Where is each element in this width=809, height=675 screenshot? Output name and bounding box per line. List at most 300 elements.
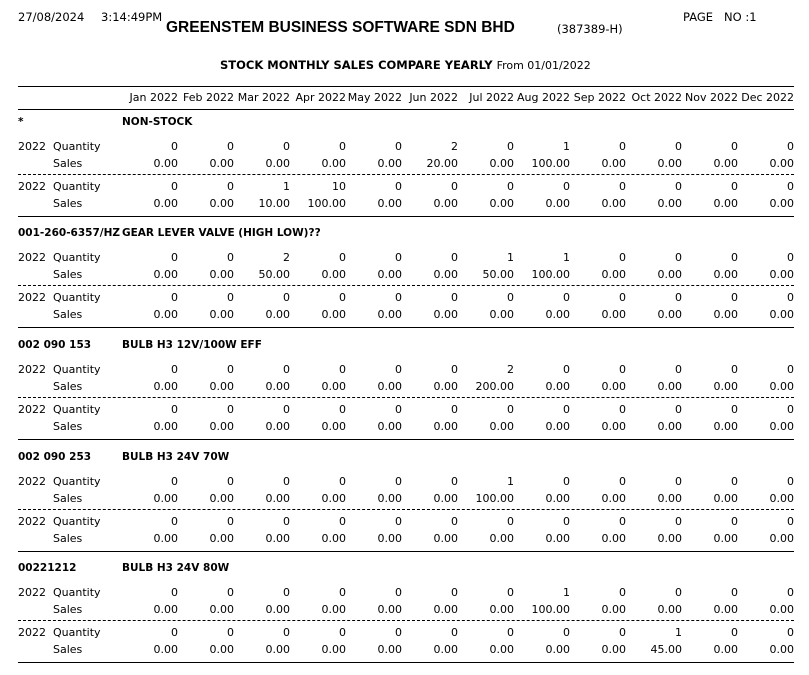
sales-label: Sales: [53, 197, 83, 210]
quantity-cell: 0: [451, 403, 458, 416]
row-year: 2022: [18, 363, 46, 376]
quantity-cell: 0: [507, 291, 514, 304]
quantity-label: Quantity: [53, 626, 101, 639]
sales-cell: 100.00: [531, 603, 570, 616]
sales-cell: 0.00: [713, 197, 738, 210]
quantity-cell: 0: [451, 180, 458, 193]
sales-cell: 0.00: [321, 380, 346, 393]
quantity-cell: 1: [563, 586, 570, 599]
sales-cell: 0.00: [377, 532, 402, 545]
sales-cell: 0.00: [153, 268, 178, 281]
quantity-cell: 0: [507, 626, 514, 639]
item-description: BULB H3 24V 70W: [122, 451, 230, 463]
sales-cell: 0.00: [321, 643, 346, 656]
quantity-cell: 0: [787, 586, 794, 599]
quantity-cell: 0: [283, 403, 290, 416]
quantity-cell: 0: [339, 515, 346, 528]
quantity-cell: 0: [171, 403, 178, 416]
sales-cell: 0.00: [601, 420, 626, 433]
quantity-cell: 0: [507, 403, 514, 416]
row-separator: [18, 509, 794, 510]
quantity-cell: 1: [507, 251, 514, 264]
quantity-cell: 0: [675, 475, 682, 488]
item-code: 002 090 153: [18, 339, 92, 351]
sales-cell: 0.00: [153, 492, 178, 505]
sales-cell: 0.00: [377, 420, 402, 433]
quantity-cell: 0: [731, 140, 738, 153]
sales-cell: 0.00: [545, 532, 570, 545]
sales-cell: 0.00: [489, 420, 514, 433]
quantity-cell: 0: [787, 251, 794, 264]
quantity-cell: 0: [563, 515, 570, 528]
quantity-cell: 0: [227, 291, 234, 304]
quantity-cell: 0: [787, 140, 794, 153]
quantity-cell: 0: [619, 586, 626, 599]
sales-label: Sales: [53, 157, 83, 170]
quantity-cell: 0: [171, 291, 178, 304]
quantity-cell: 0: [675, 586, 682, 599]
quantity-cell: 0: [787, 180, 794, 193]
sales-cell: 0.00: [713, 157, 738, 170]
sales-cell: 0.00: [713, 380, 738, 393]
quantity-cell: 0: [451, 626, 458, 639]
quantity-cell: 0: [283, 586, 290, 599]
quantity-cell: 0: [731, 515, 738, 528]
sales-cell: 0.00: [321, 268, 346, 281]
sales-label: Sales: [53, 380, 83, 393]
row-year: 2022: [18, 586, 46, 599]
sales-cell: 0.00: [489, 157, 514, 170]
quantity-cell: 0: [619, 251, 626, 264]
report-title-text: STOCK MONTHLY SALES COMPARE YEARLY: [220, 58, 493, 72]
sales-cell: 0.00: [601, 197, 626, 210]
quantity-cell: 0: [619, 363, 626, 376]
quantity-cell: 2: [283, 251, 290, 264]
sales-cell: 0.00: [153, 197, 178, 210]
sales-cell: 0.00: [377, 268, 402, 281]
row-year: 2022: [18, 140, 46, 153]
sales-cell: 0.00: [321, 420, 346, 433]
sales-cell: 0.00: [209, 308, 234, 321]
item-code: *: [18, 116, 24, 128]
sales-cell: 0.00: [489, 603, 514, 616]
quantity-cell: 0: [227, 515, 234, 528]
quantity-cell: 0: [451, 251, 458, 264]
quantity-cell: 0: [395, 586, 402, 599]
sales-cell: 0.00: [433, 532, 458, 545]
sales-cell: 0.00: [769, 380, 794, 393]
sales-cell: 0.00: [769, 643, 794, 656]
quantity-cell: 0: [339, 251, 346, 264]
quantity-cell: 0: [283, 291, 290, 304]
quantity-cell: 0: [787, 626, 794, 639]
quantity-cell: 0: [619, 140, 626, 153]
item-description: NON-STOCK: [122, 116, 193, 128]
quantity-cell: 0: [563, 291, 570, 304]
quantity-cell: 0: [563, 363, 570, 376]
sales-cell: 0.00: [265, 492, 290, 505]
sales-cell: 20.00: [426, 157, 458, 170]
quantity-cell: 0: [283, 626, 290, 639]
sales-cell: 0.00: [545, 197, 570, 210]
quantity-label: Quantity: [53, 140, 101, 153]
sales-cell: 0.00: [265, 380, 290, 393]
quantity-label: Quantity: [53, 515, 101, 528]
sales-cell: 0.00: [265, 157, 290, 170]
item-code: 00221212: [18, 562, 77, 574]
month-header: Feb 2022: [183, 91, 234, 104]
sales-cell: 0.00: [209, 492, 234, 505]
sales-cell: 0.00: [321, 308, 346, 321]
sales-cell: 0.00: [265, 603, 290, 616]
quantity-cell: 0: [395, 475, 402, 488]
sales-cell: 0.00: [657, 492, 682, 505]
row-year: 2022: [18, 515, 46, 528]
quantity-cell: 0: [675, 363, 682, 376]
item-separator: [18, 216, 794, 217]
sales-cell: 0.00: [209, 268, 234, 281]
sales-cell: 0.00: [209, 197, 234, 210]
sales-cell: 0.00: [657, 420, 682, 433]
sales-cell: 50.00: [258, 268, 290, 281]
item-separator: [18, 662, 794, 663]
quantity-cell: 0: [675, 403, 682, 416]
row-year: 2022: [18, 251, 46, 264]
sales-cell: 0.00: [209, 603, 234, 616]
quantity-cell: 1: [563, 251, 570, 264]
sales-cell: 0.00: [209, 643, 234, 656]
quantity-cell: 0: [395, 180, 402, 193]
item-description: GEAR LEVER VALVE (HIGH LOW)??: [122, 227, 321, 239]
quantity-cell: 0: [731, 403, 738, 416]
sales-cell: 200.00: [475, 380, 514, 393]
sales-cell: 0.00: [601, 603, 626, 616]
item-description: BULB H3 24V 80W: [122, 562, 230, 574]
quantity-cell: 2: [451, 140, 458, 153]
sales-cell: 0.00: [545, 643, 570, 656]
quantity-cell: 0: [619, 626, 626, 639]
quantity-cell: 1: [563, 140, 570, 153]
quantity-cell: 0: [339, 363, 346, 376]
sales-cell: 0.00: [153, 532, 178, 545]
quantity-cell: 0: [171, 475, 178, 488]
sales-cell: 0.00: [153, 308, 178, 321]
quantity-cell: 0: [395, 515, 402, 528]
sales-cell: 0.00: [769, 532, 794, 545]
sales-cell: 0.00: [433, 308, 458, 321]
sales-cell: 0.00: [713, 603, 738, 616]
quantity-cell: 0: [171, 626, 178, 639]
quantity-cell: 0: [787, 403, 794, 416]
quantity-cell: 0: [507, 586, 514, 599]
sales-cell: 0.00: [265, 532, 290, 545]
sales-cell: 0.00: [377, 157, 402, 170]
sales-cell: 0.00: [377, 380, 402, 393]
quantity-cell: 0: [227, 586, 234, 599]
item-separator: [18, 439, 794, 440]
sales-cell: 0.00: [657, 603, 682, 616]
quantity-cell: 0: [675, 140, 682, 153]
sales-cell: 0.00: [153, 603, 178, 616]
quantity-cell: 0: [619, 475, 626, 488]
quantity-cell: 0: [227, 140, 234, 153]
sales-label: Sales: [53, 308, 83, 321]
quantity-cell: 0: [227, 251, 234, 264]
quantity-cell: 1: [675, 626, 682, 639]
item-code: 001-260-6357/HZ: [18, 227, 121, 239]
quantity-cell: 0: [339, 626, 346, 639]
quantity-cell: 0: [619, 180, 626, 193]
quantity-cell: 0: [675, 180, 682, 193]
report-time: 3:14:49PM: [101, 10, 163, 24]
sales-cell: 0.00: [657, 197, 682, 210]
sales-label: Sales: [53, 603, 83, 616]
sales-cell: 0.00: [321, 532, 346, 545]
row-year: 2022: [18, 403, 46, 416]
month-header: Dec 2022: [741, 91, 794, 104]
row-separator: [18, 397, 794, 398]
page-number: PAGE NO :1: [683, 10, 757, 24]
sales-cell: 0.00: [377, 197, 402, 210]
quantity-cell: 0: [731, 363, 738, 376]
sales-cell: 0.00: [769, 420, 794, 433]
sales-cell: 0.00: [433, 380, 458, 393]
sales-cell: 45.00: [650, 643, 682, 656]
quantity-cell: 0: [339, 586, 346, 599]
sales-cell: 0.00: [601, 492, 626, 505]
quantity-cell: 0: [451, 291, 458, 304]
sales-cell: 0.00: [489, 643, 514, 656]
sales-cell: 0.00: [433, 492, 458, 505]
month-header: Apr 2022: [295, 91, 346, 104]
sales-label: Sales: [53, 492, 83, 505]
quantity-cell: 0: [339, 291, 346, 304]
quantity-cell: 0: [619, 403, 626, 416]
sales-cell: 0.00: [265, 308, 290, 321]
sales-cell: 50.00: [482, 268, 514, 281]
quantity-cell: 0: [283, 140, 290, 153]
quantity-cell: 0: [731, 251, 738, 264]
quantity-cell: 0: [787, 291, 794, 304]
quantity-cell: 0: [507, 140, 514, 153]
quantity-cell: 0: [395, 403, 402, 416]
quantity-cell: 0: [619, 291, 626, 304]
sales-cell: 0.00: [769, 492, 794, 505]
sales-cell: 0.00: [713, 532, 738, 545]
quantity-cell: 0: [171, 180, 178, 193]
item-code: 002 090 253: [18, 451, 92, 463]
sales-cell: 0.00: [433, 603, 458, 616]
quantity-cell: 0: [451, 363, 458, 376]
sales-cell: 0.00: [713, 492, 738, 505]
quantity-cell: 0: [731, 586, 738, 599]
month-header: Jul 2022: [469, 91, 514, 104]
quantity-cell: 0: [339, 403, 346, 416]
quantity-cell: 0: [731, 475, 738, 488]
quantity-cell: 0: [283, 515, 290, 528]
quantity-label: Quantity: [53, 586, 101, 599]
quantity-cell: 0: [451, 475, 458, 488]
sales-cell: 0.00: [489, 308, 514, 321]
quantity-cell: 0: [395, 363, 402, 376]
quantity-cell: 0: [171, 586, 178, 599]
quantity-cell: 0: [563, 403, 570, 416]
sales-label: Sales: [53, 532, 83, 545]
quantity-cell: 0: [563, 180, 570, 193]
sales-cell: 0.00: [601, 380, 626, 393]
quantity-cell: 0: [451, 586, 458, 599]
quantity-label: Quantity: [53, 475, 101, 488]
sales-cell: 0.00: [713, 420, 738, 433]
quantity-cell: 0: [283, 363, 290, 376]
quantity-cell: 2: [507, 363, 514, 376]
row-separator: [18, 285, 794, 286]
sales-cell: 0.00: [265, 420, 290, 433]
quantity-cell: 0: [171, 363, 178, 376]
sales-cell: 0.00: [209, 532, 234, 545]
sales-cell: 0.00: [489, 197, 514, 210]
sales-cell: 0.00: [545, 420, 570, 433]
item-description: BULB H3 12V/100W EFF: [122, 339, 262, 351]
report-date: 27/08/2024: [18, 10, 85, 24]
quantity-cell: 0: [227, 626, 234, 639]
month-header: May 2022: [347, 91, 402, 104]
sales-cell: 0.00: [209, 420, 234, 433]
sales-cell: 0.00: [153, 420, 178, 433]
header-rule-top: [18, 86, 794, 87]
sales-label: Sales: [53, 643, 83, 656]
quantity-cell: 0: [395, 140, 402, 153]
quantity-cell: 0: [675, 291, 682, 304]
sales-cell: 0.00: [433, 268, 458, 281]
item-separator: [18, 551, 794, 552]
quantity-cell: 0: [395, 251, 402, 264]
quantity-cell: 0: [171, 515, 178, 528]
sales-label: Sales: [53, 268, 83, 281]
sales-cell: 0.00: [769, 157, 794, 170]
month-header: Nov 2022: [685, 91, 738, 104]
company-name: GREENSTEM BUSINESS SOFTWARE SDN BHD: [166, 19, 515, 36]
month-header: Mar 2022: [237, 91, 290, 104]
sales-cell: 0.00: [545, 308, 570, 321]
row-separator: [18, 620, 794, 621]
quantity-cell: 0: [395, 626, 402, 639]
quantity-cell: 0: [731, 291, 738, 304]
sales-cell: 0.00: [713, 308, 738, 321]
sales-cell: 0.00: [713, 643, 738, 656]
sales-cell: 0.00: [769, 308, 794, 321]
sales-cell: 0.00: [601, 308, 626, 321]
sales-cell: 0.00: [209, 380, 234, 393]
sales-cell: 0.00: [545, 492, 570, 505]
sales-cell: 0.00: [377, 603, 402, 616]
quantity-cell: 0: [395, 291, 402, 304]
quantity-cell: 0: [507, 515, 514, 528]
sales-cell: 0.00: [657, 308, 682, 321]
sales-cell: 0.00: [601, 532, 626, 545]
quantity-cell: 0: [451, 515, 458, 528]
sales-cell: 100.00: [531, 157, 570, 170]
quantity-cell: 0: [171, 140, 178, 153]
item-separator: [18, 327, 794, 328]
quantity-cell: 0: [563, 475, 570, 488]
sales-cell: 100.00: [307, 197, 346, 210]
quantity-cell: 0: [675, 515, 682, 528]
quantity-cell: 0: [787, 475, 794, 488]
quantity-cell: 0: [227, 180, 234, 193]
quantity-cell: 0: [731, 180, 738, 193]
sales-cell: 0.00: [321, 492, 346, 505]
sales-cell: 100.00: [475, 492, 514, 505]
sales-cell: 0.00: [377, 643, 402, 656]
quantity-cell: 0: [619, 515, 626, 528]
sales-cell: 0.00: [321, 157, 346, 170]
quantity-label: Quantity: [53, 251, 101, 264]
row-year: 2022: [18, 475, 46, 488]
sales-cell: 0.00: [657, 268, 682, 281]
quantity-cell: 0: [787, 363, 794, 376]
sales-cell: 0.00: [769, 603, 794, 616]
sales-cell: 0.00: [209, 157, 234, 170]
sales-cell: 0.00: [601, 157, 626, 170]
report-from-date: From 01/01/2022: [496, 59, 591, 72]
quantity-cell: 0: [227, 403, 234, 416]
sales-cell: 0.00: [153, 157, 178, 170]
quantity-cell: 0: [339, 475, 346, 488]
month-header: Jan 2022: [129, 91, 178, 104]
month-header: Oct 2022: [631, 91, 682, 104]
sales-cell: 0.00: [433, 197, 458, 210]
sales-cell: 0.00: [377, 492, 402, 505]
quantity-label: Quantity: [53, 403, 101, 416]
quantity-cell: 1: [507, 475, 514, 488]
quantity-cell: 0: [675, 251, 682, 264]
sales-cell: 0.00: [769, 197, 794, 210]
sales-cell: 0.00: [769, 268, 794, 281]
sales-cell: 10.00: [258, 197, 290, 210]
sales-cell: 0.00: [657, 532, 682, 545]
row-year: 2022: [18, 180, 46, 193]
month-header: Aug 2022: [517, 91, 570, 104]
header-rule-bottom: [18, 109, 794, 110]
quantity-label: Quantity: [53, 180, 101, 193]
quantity-cell: 0: [339, 140, 346, 153]
row-year: 2022: [18, 626, 46, 639]
sales-cell: 0.00: [433, 420, 458, 433]
quantity-cell: 1: [283, 180, 290, 193]
quantity-cell: 0: [171, 251, 178, 264]
quantity-cell: 0: [227, 363, 234, 376]
sales-cell: 0.00: [601, 643, 626, 656]
quantity-cell: 0: [787, 515, 794, 528]
company-reg-no: (387389-H): [557, 22, 623, 36]
sales-cell: 0.00: [657, 380, 682, 393]
quantity-cell: 0: [563, 626, 570, 639]
sales-cell: 0.00: [265, 643, 290, 656]
sales-cell: 0.00: [601, 268, 626, 281]
quantity-label: Quantity: [53, 363, 101, 376]
quantity-cell: 0: [731, 626, 738, 639]
quantity-cell: 0: [227, 475, 234, 488]
sales-cell: 0.00: [433, 643, 458, 656]
sales-cell: 100.00: [531, 268, 570, 281]
sales-cell: 0.00: [713, 268, 738, 281]
row-separator: [18, 174, 794, 175]
report-title: [220, 58, 591, 72]
quantity-label: Quantity: [53, 291, 101, 304]
quantity-cell: 0: [507, 180, 514, 193]
sales-cell: 0.00: [545, 380, 570, 393]
